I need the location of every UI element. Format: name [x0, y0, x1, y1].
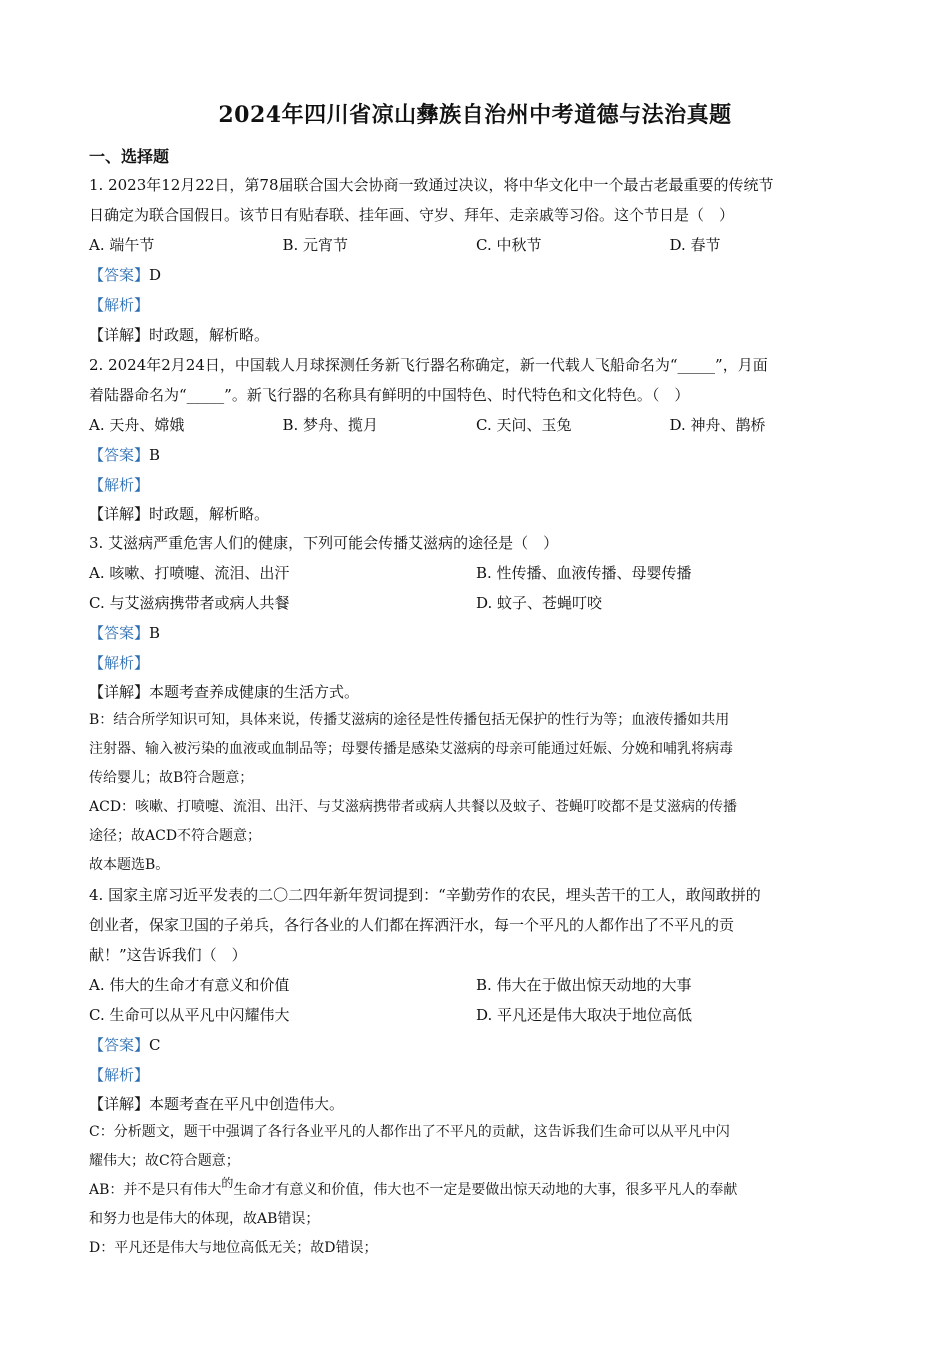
question-1-stem: 1. 2023年12月22日，第78届联合国大会协商一致通过决议，将中华文化中一个最古老最重要的传统节 [89, 176, 774, 194]
question-4-answer [89, 1030, 863, 1060]
question-4-detail: 【详解】本题考查在平凡中创造伟大。 [89, 1095, 345, 1113]
question-4-options-row2 [89, 1000, 863, 1030]
option-b: B. 元宵节 [282, 236, 349, 254]
question-2-answer [89, 440, 863, 470]
analysis-tag: 【解析】 [89, 654, 150, 672]
document-body [89, 144, 863, 1263]
option-b: B. 性传播、血液传播、母婴传播 [476, 564, 692, 582]
question-3-note: 传给婴儿；故B符合题意； [89, 770, 254, 786]
answer-value: C [149, 1036, 161, 1054]
note-superscript: 的 [221, 1176, 234, 1190]
answer-tag: 【答案】 [89, 446, 150, 464]
question-2-stem: 2. 2024年2月24日，中国载人月球探测任务新飞行器名称确定，新一代载人飞船命名为“_____”，月面 [89, 356, 768, 374]
question-3-options-row1 [89, 558, 863, 588]
option-a: A. 伟大的生命才有意义和价值 [89, 976, 290, 994]
option-a: A. 咳嗽、打喷嚏、流泪、出汗 [89, 564, 290, 582]
option-d: D. 春节 [669, 236, 721, 254]
question-3-options-row2 [89, 588, 863, 618]
answer-value: D [149, 266, 162, 284]
answer-tag: 【答案】 [89, 624, 150, 642]
option-b: B. 梦舟、揽月 [282, 416, 379, 434]
question-3-note: B：结合所学知识可知，具体来说，传播艾滋病的途径是性传播包括无保护的性行为等；血液传播如共用 [89, 712, 730, 728]
option-c: C. 天问、玉兔 [476, 416, 572, 434]
question-4-note: 和努力也是伟大的体现，故AB错误； [89, 1211, 320, 1227]
note-text: AB：并不是只有伟大 [89, 1182, 222, 1198]
question-1-analysis [89, 290, 863, 320]
question-4-options-row1 [89, 970, 863, 1000]
question-3-answer [89, 618, 863, 648]
option-d: D. 平凡还是伟大取决于地位高低 [476, 1006, 693, 1024]
question-4-stem-cont: 创业者，保家卫国的子弟兵，各行各业的人们都在挥洒汗水，每一个平凡的人都作出了不平凡的贡 [89, 916, 735, 934]
question-3-stem: 3. 艾滋病严重危害人们的健康，下列可能会传播艾滋病的途径是（ ） [89, 534, 559, 552]
analysis-tag: 【解析】 [89, 476, 150, 494]
question-3-note: 故本题选B。 [89, 857, 170, 873]
analysis-tag: 【解析】 [89, 296, 150, 314]
option-a: A. 端午节 [89, 236, 155, 254]
page-title: 2024年四川省凉山彝族自治州中考道德与法治真题 [218, 102, 732, 128]
option-c: C. 生命可以从平凡中闪耀伟大 [89, 1006, 290, 1024]
question-3-note: 注射器、输入被污染的血液或血制品等；母婴传播是感染艾滋病的母亲可能通过妊娠、分娩和哺乳将病毒 [89, 741, 733, 757]
option-d: D. 蚊子、苍蝇叮咬 [476, 594, 603, 612]
question-4-note: C：分析题文，题干中强调了各行各业平凡的人都作出了不平凡的贡献，这告诉我们生命可以从平凡中闪 [89, 1124, 730, 1140]
question-4-stem: 4. 国家主席习近平发表的二〇二四年新年贺词提到：“辛勤劳作的农民，埋头苦干的工人，敢闯敢拼的 [89, 886, 761, 904]
question-3-note: ACD：咳嗽、打喷嚏、流泪、出汗、与艾滋病携带者或病人共餐以及蚊子、苍蝇叮咬都不是艾滋病的传播 [89, 799, 738, 815]
option-c: C. 中秋节 [476, 236, 542, 254]
section-title: 一、选择题 [89, 147, 170, 166]
question-3-note: 途径；故ACD不符合题意； [89, 828, 262, 844]
question-4-note: D：平凡还是伟大与地位高低无关；故D错误； [89, 1240, 378, 1256]
question-1-detail: 【详解】时政题，解析略。 [89, 326, 270, 344]
question-2-analysis [89, 470, 863, 500]
note-text: 生命才有意义和价值，伟大也不一定是要做出惊天动地的大事，很多平凡人的奉献 [233, 1182, 738, 1198]
answer-tag: 【答案】 [89, 266, 150, 284]
question-2-stem-cont: 着陆器命名为“_____”。新飞行器的名称具有鲜明的中国特色、时代特色和文化特色。（ ） [89, 386, 690, 404]
question-4-analysis [89, 1060, 863, 1090]
analysis-tag: 【解析】 [89, 1066, 150, 1084]
question-1-answer [89, 260, 863, 290]
question-3-analysis [89, 648, 863, 678]
question-1-stem-cont: 日确定为联合国假日。该节日有贴春联、挂年画、守岁、拜年、走亲戚等习俗。这个节日是（ ） [89, 206, 735, 224]
question-2-detail: 【详解】时政题，解析略。 [89, 505, 270, 523]
question-4-note: 耀伟大；故C符合题意； [89, 1153, 240, 1169]
option-a: A. 天舟、嫦娥 [89, 416, 185, 434]
answer-tag: 【答案】 [89, 1036, 150, 1054]
question-4-note-ab [89, 1176, 863, 1205]
question-3-detail: 【详解】本题考查养成健康的生活方式。 [89, 683, 360, 701]
question-1-options [89, 230, 863, 260]
option-c: C. 与艾滋病携带者或病人共餐 [89, 594, 290, 612]
option-d: D. 神舟、鹊桥 [669, 416, 766, 434]
answer-value: B [149, 446, 161, 464]
answer-value: B [149, 624, 161, 642]
option-b: B. 伟大在于做出惊天动地的大事 [476, 976, 692, 994]
question-4-stem-cont: 献！”这告诉我们（ ） [89, 946, 247, 964]
question-2-options [89, 410, 863, 440]
